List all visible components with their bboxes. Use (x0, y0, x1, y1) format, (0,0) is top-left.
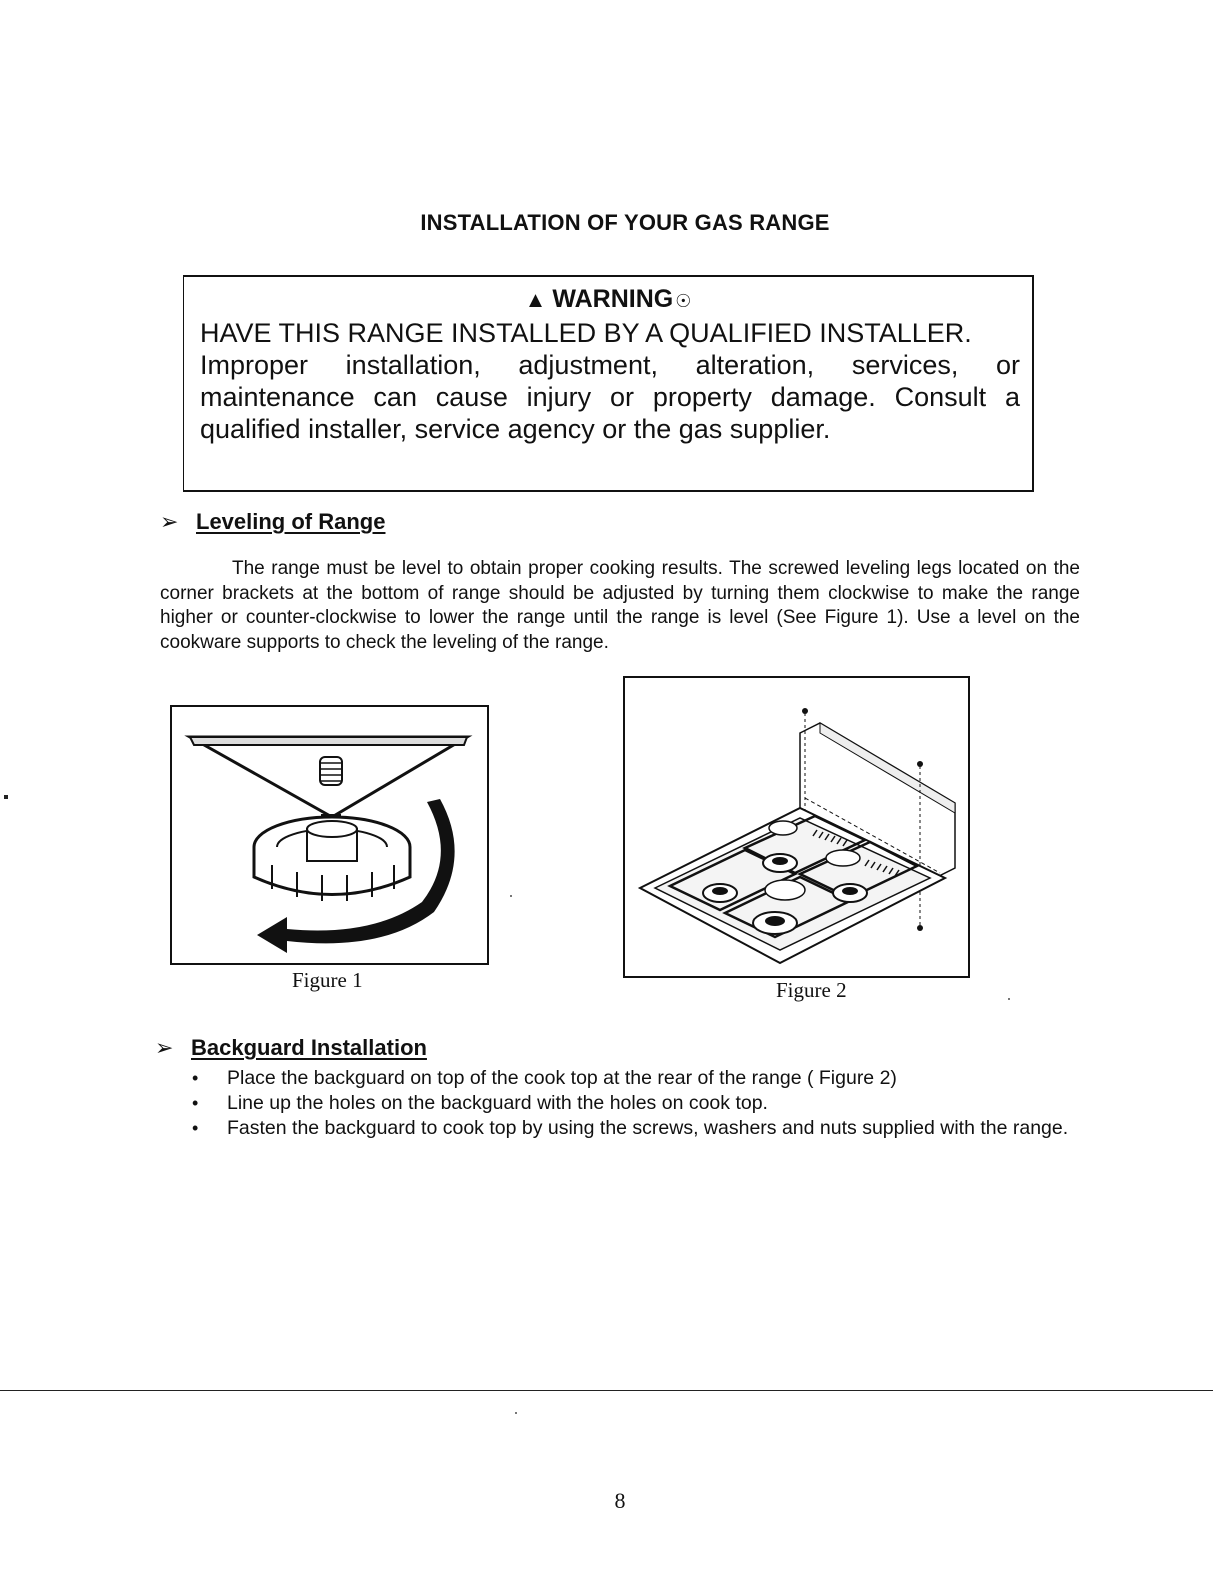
warning-label: WARNING (552, 285, 674, 313)
list-item: • Place the backguard on top of the cook top at the rear of the range ( Figure 2) (192, 1067, 897, 1089)
warning-lead: HAVE THIS RANGE INSTALLED BY A QUALIFIED INSTALLER. (200, 318, 972, 348)
warning-symbol-icon: ☉ (675, 291, 692, 311)
scan-speck (510, 895, 512, 897)
leveling-heading-text: Leveling of Range (196, 509, 386, 534)
list-item: • Fasten the backguard to cook top by using the screws, washers and nuts supplied with the range. (192, 1117, 1069, 1139)
figure-1-caption: Figure 1 (292, 968, 363, 992)
figure-2-caption: Figure 2 (776, 978, 847, 1002)
cooktop-backguard-illustration (625, 678, 968, 976)
figure-1 (170, 705, 489, 965)
bullet-dot-icon: • (192, 1093, 199, 1113)
warning-body: Improper installation, adjustment, alteration, services, or maintenance can cause injury or property damage. Consult a qualified installer, service agency or the gas supplier. (200, 350, 1020, 444)
backguard-list (190, 1066, 1090, 1141)
page-title: INSTALLATION OF YOUR GAS RANGE (420, 210, 830, 235)
warning-text (200, 317, 1020, 445)
bullet-dot-icon: • (192, 1118, 199, 1138)
leveling-paragraph: The range must be level to obtain proper cooking results. The screwed leveling legs located on the corner brackets at the bottom of range should be adjusted by turning them clockwise to make the range higher or counter-clockwise to lower the range until the range is level (See Figure 1). Use a level on the cookware supports to check the leveling of the range. (160, 558, 1080, 653)
backguard-heading (155, 1035, 427, 1061)
backguard-heading-text: Backguard Installation (191, 1035, 427, 1060)
warning-heading (184, 285, 1032, 314)
leveling-heading (160, 509, 385, 535)
footer-divider (0, 1390, 1213, 1391)
leveling-leg-illustration (172, 707, 487, 963)
list-item: • Line up the holes on the backguard with the holes on cook top. (192, 1092, 768, 1114)
warning-box (183, 275, 1034, 492)
arrow-bullet-icon: ➢ (155, 1035, 174, 1060)
bullet-dot-icon: • (192, 1068, 199, 1088)
arrow-bullet-icon: ➢ (160, 509, 179, 534)
figure-2 (623, 676, 970, 978)
warning-triangle-icon: ▲ (524, 287, 547, 312)
scan-speck (4, 795, 8, 799)
page-number: 8 (614, 1488, 626, 1513)
scan-speck (1008, 998, 1010, 1000)
scan-speck (515, 1412, 517, 1414)
